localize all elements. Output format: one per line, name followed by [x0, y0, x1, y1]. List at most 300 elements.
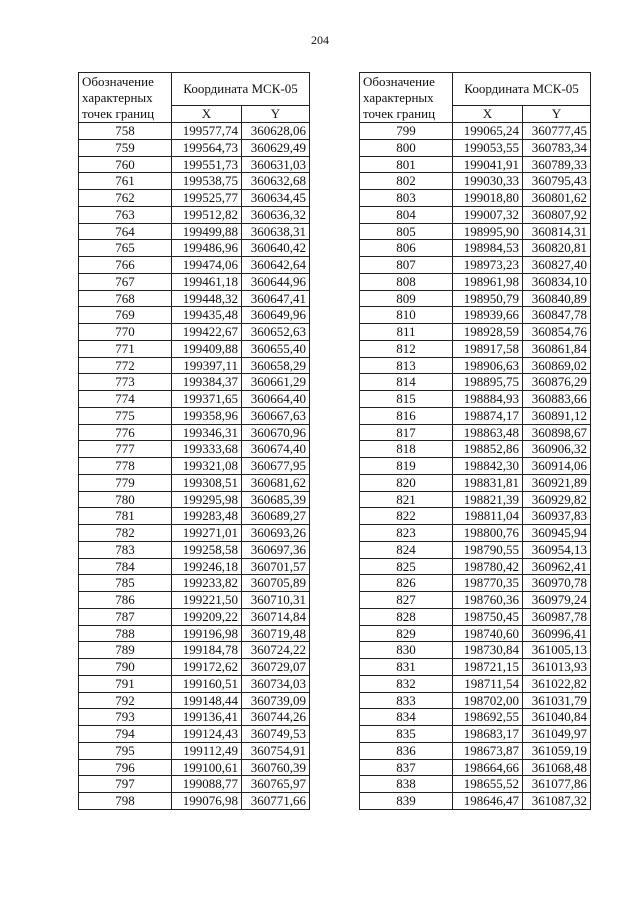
x-coordinate-cell: 198711,54 [453, 675, 523, 692]
y-coordinate-cell: 360710,31 [242, 592, 310, 609]
x-coordinate-cell: 199233,82 [172, 575, 242, 592]
table-row [79, 525, 310, 542]
table-row [360, 541, 591, 558]
table-row [79, 357, 310, 374]
y-coordinate-cell: 360667,63 [242, 407, 310, 424]
y-coordinate-cell: 360749,53 [242, 726, 310, 743]
x-coordinate-cell: 199474,06 [172, 257, 242, 274]
point-number-cell: 780 [79, 491, 172, 508]
table-row [360, 190, 591, 207]
point-number-cell: 821 [360, 491, 453, 508]
y-coordinate-cell: 360807,92 [523, 206, 591, 223]
y-coordinate-cell: 360670,96 [242, 424, 310, 441]
header-coordinate-group: Координата МСК-05 [172, 73, 310, 106]
y-coordinate-cell: 360883,66 [523, 391, 591, 408]
x-coordinate-cell: 198950,79 [453, 290, 523, 307]
x-coordinate-cell: 198750,45 [453, 608, 523, 625]
point-number-cell: 816 [360, 407, 453, 424]
table-row [360, 726, 591, 743]
y-coordinate-cell: 360744,26 [242, 709, 310, 726]
x-coordinate-cell: 198702,00 [453, 692, 523, 709]
header-coordinate-group: Координата МСК-05 [453, 73, 591, 106]
x-coordinate-cell: 198895,75 [453, 374, 523, 391]
x-coordinate-cell: 199018,80 [453, 190, 523, 207]
header-x: X [172, 106, 242, 123]
x-coordinate-cell: 199358,96 [172, 407, 242, 424]
point-number-cell: 758 [79, 123, 172, 140]
point-number-cell: 803 [360, 190, 453, 207]
table-row [79, 139, 310, 156]
table-row [360, 357, 591, 374]
table-row [360, 424, 591, 441]
y-coordinate-cell: 360649,96 [242, 307, 310, 324]
point-number-cell: 836 [360, 742, 453, 759]
x-coordinate-cell: 198683,17 [453, 726, 523, 743]
x-coordinate-cell: 199308,51 [172, 474, 242, 491]
y-coordinate-cell: 360632,68 [242, 173, 310, 190]
y-coordinate-cell: 360876,29 [523, 374, 591, 391]
table-row [360, 223, 591, 240]
point-number-cell: 785 [79, 575, 172, 592]
point-number-cell: 773 [79, 374, 172, 391]
y-coordinate-cell: 360979,24 [523, 592, 591, 609]
point-number-cell: 760 [79, 156, 172, 173]
point-number-cell: 835 [360, 726, 453, 743]
table-row [79, 759, 310, 776]
x-coordinate-cell: 198673,87 [453, 742, 523, 759]
table-row [79, 190, 310, 207]
y-coordinate-cell: 360760,39 [242, 759, 310, 776]
point-number-cell: 808 [360, 273, 453, 290]
table-row [360, 525, 591, 542]
table-row [79, 776, 310, 793]
x-coordinate-cell: 199409,88 [172, 340, 242, 357]
y-coordinate-cell: 360661,29 [242, 374, 310, 391]
point-number-cell: 771 [79, 340, 172, 357]
table-row [79, 206, 310, 223]
header-point-label: Обозначение характерных точек границ [79, 73, 172, 123]
point-number-cell: 762 [79, 190, 172, 207]
table-row [360, 257, 591, 274]
point-number-cell: 774 [79, 391, 172, 408]
y-coordinate-cell: 360814,31 [523, 223, 591, 240]
point-number-cell: 767 [79, 273, 172, 290]
table-row [360, 340, 591, 357]
point-number-cell: 824 [360, 541, 453, 558]
y-coordinate-cell: 360693,26 [242, 525, 310, 542]
point-number-cell: 778 [79, 458, 172, 475]
x-coordinate-cell: 198780,42 [453, 558, 523, 575]
y-coordinate-cell: 360681,62 [242, 474, 310, 491]
y-coordinate-cell: 360789,33 [523, 156, 591, 173]
table-row [360, 139, 591, 156]
y-coordinate-cell: 360891,12 [523, 407, 591, 424]
y-coordinate-cell: 360754,91 [242, 742, 310, 759]
table-row [79, 223, 310, 240]
x-coordinate-cell: 198800,76 [453, 525, 523, 542]
point-number-cell: 812 [360, 340, 453, 357]
point-number-cell: 769 [79, 307, 172, 324]
x-coordinate-cell: 199076,98 [172, 793, 242, 810]
y-coordinate-cell: 361059,19 [523, 742, 591, 759]
x-coordinate-cell: 199384,37 [172, 374, 242, 391]
point-number-cell: 822 [360, 508, 453, 525]
y-coordinate-cell: 360701,57 [242, 558, 310, 575]
x-coordinate-cell: 198995,90 [453, 223, 523, 240]
y-coordinate-cell: 360914,06 [523, 458, 591, 475]
x-coordinate-cell: 199221,50 [172, 592, 242, 609]
x-coordinate-cell: 199088,77 [172, 776, 242, 793]
point-number-cell: 770 [79, 324, 172, 341]
y-coordinate-cell: 360898,67 [523, 424, 591, 441]
point-number-cell: 794 [79, 726, 172, 743]
point-number-cell: 783 [79, 541, 172, 558]
point-number-cell: 761 [79, 173, 172, 190]
point-number-cell: 818 [360, 441, 453, 458]
x-coordinate-cell: 199160,51 [172, 675, 242, 692]
y-coordinate-cell: 360647,41 [242, 290, 310, 307]
point-number-cell: 838 [360, 776, 453, 793]
x-coordinate-cell: 198760,36 [453, 592, 523, 609]
x-coordinate-cell: 199371,65 [172, 391, 242, 408]
point-number-cell: 825 [360, 558, 453, 575]
point-number-cell: 796 [79, 759, 172, 776]
x-coordinate-cell: 198984,53 [453, 240, 523, 257]
x-coordinate-cell: 198863,48 [453, 424, 523, 441]
y-coordinate-cell: 361087,32 [523, 793, 591, 810]
y-coordinate-cell: 360638,31 [242, 223, 310, 240]
table-row [360, 742, 591, 759]
x-coordinate-cell: 198831,81 [453, 474, 523, 491]
y-coordinate-cell: 360921,89 [523, 474, 591, 491]
y-coordinate-cell: 360734,03 [242, 675, 310, 692]
y-coordinate-cell: 360827,40 [523, 257, 591, 274]
table-row [360, 206, 591, 223]
x-coordinate-cell: 199007,32 [453, 206, 523, 223]
table-row [360, 575, 591, 592]
table-row [79, 508, 310, 525]
y-coordinate-cell: 360705,89 [242, 575, 310, 592]
y-coordinate-cell: 360640,42 [242, 240, 310, 257]
table-row [360, 659, 591, 676]
x-coordinate-cell: 198884,93 [453, 391, 523, 408]
x-coordinate-cell: 199246,18 [172, 558, 242, 575]
point-number-cell: 833 [360, 692, 453, 709]
table-row [360, 776, 591, 793]
coordinates-table-left [78, 72, 310, 810]
x-coordinate-cell: 198811,04 [453, 508, 523, 525]
y-coordinate-cell: 360987,78 [523, 608, 591, 625]
table-row [79, 575, 310, 592]
point-number-cell: 806 [360, 240, 453, 257]
y-coordinate-cell: 361068,48 [523, 759, 591, 776]
point-number-cell: 799 [360, 123, 453, 140]
point-number-cell: 826 [360, 575, 453, 592]
x-coordinate-cell: 199041,91 [453, 156, 523, 173]
point-number-cell: 784 [79, 558, 172, 575]
y-coordinate-cell: 361049,97 [523, 726, 591, 743]
table-row [79, 625, 310, 642]
table-row [360, 123, 591, 140]
table-row [79, 541, 310, 558]
table-row [79, 474, 310, 491]
point-number-cell: 777 [79, 441, 172, 458]
y-coordinate-cell: 360636,32 [242, 206, 310, 223]
y-coordinate-cell: 361031,79 [523, 692, 591, 709]
table-row [79, 675, 310, 692]
x-coordinate-cell: 198740,60 [453, 625, 523, 642]
table-row [360, 793, 591, 810]
point-number-cell: 830 [360, 642, 453, 659]
table-row [360, 307, 591, 324]
page-number: 204 [311, 33, 329, 47]
y-coordinate-cell: 360937,83 [523, 508, 591, 525]
point-number-cell: 839 [360, 793, 453, 810]
point-number-cell: 789 [79, 642, 172, 659]
point-number-cell: 800 [360, 139, 453, 156]
point-number-cell: 788 [79, 625, 172, 642]
point-number-cell: 776 [79, 424, 172, 441]
y-coordinate-cell: 361005,13 [523, 642, 591, 659]
point-number-cell: 765 [79, 240, 172, 257]
table-row [360, 625, 591, 642]
x-coordinate-cell: 199321,08 [172, 458, 242, 475]
y-coordinate-cell: 360954,13 [523, 541, 591, 558]
point-number-cell: 810 [360, 307, 453, 324]
table-row [360, 458, 591, 475]
x-coordinate-cell: 199283,48 [172, 508, 242, 525]
x-coordinate-cell: 198770,35 [453, 575, 523, 592]
x-coordinate-cell: 199271,01 [172, 525, 242, 542]
point-number-cell: 782 [79, 525, 172, 542]
x-coordinate-cell: 199053,55 [453, 139, 523, 156]
table-row [360, 374, 591, 391]
point-number-cell: 804 [360, 206, 453, 223]
y-coordinate-cell: 361022,82 [523, 675, 591, 692]
table-row [79, 441, 310, 458]
x-coordinate-cell: 199295,98 [172, 491, 242, 508]
y-coordinate-cell: 360697,36 [242, 541, 310, 558]
table-row [360, 324, 591, 341]
point-number-cell: 797 [79, 776, 172, 793]
y-coordinate-cell: 360655,40 [242, 340, 310, 357]
table-row [79, 692, 310, 709]
y-coordinate-cell: 360834,10 [523, 273, 591, 290]
x-coordinate-cell: 199346,31 [172, 424, 242, 441]
table-row [79, 793, 310, 810]
table-row [79, 374, 310, 391]
x-coordinate-cell: 199065,24 [453, 123, 523, 140]
y-coordinate-cell: 361077,86 [523, 776, 591, 793]
point-number-cell: 764 [79, 223, 172, 240]
table-row [360, 240, 591, 257]
table-row [360, 474, 591, 491]
x-coordinate-cell: 198821,39 [453, 491, 523, 508]
table-row [360, 608, 591, 625]
table-row [79, 424, 310, 441]
point-number-cell: 805 [360, 223, 453, 240]
point-number-cell: 820 [360, 474, 453, 491]
y-coordinate-cell: 360929,82 [523, 491, 591, 508]
y-coordinate-cell: 360861,84 [523, 340, 591, 357]
x-coordinate-cell: 198852,86 [453, 441, 523, 458]
table-row [79, 558, 310, 575]
point-number-cell: 768 [79, 290, 172, 307]
table-row [360, 508, 591, 525]
coordinates-table-right [359, 72, 591, 810]
table-row [360, 592, 591, 609]
point-number-cell: 827 [360, 592, 453, 609]
x-coordinate-cell: 198906,63 [453, 357, 523, 374]
y-coordinate-cell: 360771,66 [242, 793, 310, 810]
y-coordinate-cell: 360629,49 [242, 139, 310, 156]
x-coordinate-cell: 199422,67 [172, 324, 242, 341]
x-coordinate-cell: 199258,58 [172, 541, 242, 558]
table-row [79, 273, 310, 290]
table-body-left [79, 123, 310, 810]
table-row [79, 726, 310, 743]
x-coordinate-cell: 198730,84 [453, 642, 523, 659]
x-coordinate-cell: 199196,98 [172, 625, 242, 642]
point-number-cell: 798 [79, 793, 172, 810]
table-row [79, 123, 310, 140]
point-number-cell: 815 [360, 391, 453, 408]
y-coordinate-cell: 360765,97 [242, 776, 310, 793]
header-x: X [453, 106, 523, 123]
x-coordinate-cell: 198961,98 [453, 273, 523, 290]
y-coordinate-cell: 360689,27 [242, 508, 310, 525]
table-row [79, 659, 310, 676]
x-coordinate-cell: 199525,77 [172, 190, 242, 207]
table-row [79, 173, 310, 190]
point-number-cell: 781 [79, 508, 172, 525]
y-coordinate-cell: 360634,45 [242, 190, 310, 207]
table-row [79, 324, 310, 341]
x-coordinate-cell: 199564,73 [172, 139, 242, 156]
x-coordinate-cell: 198646,47 [453, 793, 523, 810]
table-row [79, 742, 310, 759]
x-coordinate-cell: 198655,52 [453, 776, 523, 793]
x-coordinate-cell: 199512,82 [172, 206, 242, 223]
table-row [360, 675, 591, 692]
x-coordinate-cell: 198721,15 [453, 659, 523, 676]
x-coordinate-cell: 198973,23 [453, 257, 523, 274]
table-row [79, 592, 310, 609]
point-number-cell: 775 [79, 407, 172, 424]
y-coordinate-cell: 360677,95 [242, 458, 310, 475]
x-coordinate-cell: 199209,22 [172, 608, 242, 625]
x-coordinate-cell: 199551,73 [172, 156, 242, 173]
y-coordinate-cell: 360724,22 [242, 642, 310, 659]
y-coordinate-cell: 360795,43 [523, 173, 591, 190]
table-body-right [360, 123, 591, 810]
y-coordinate-cell: 360869,02 [523, 357, 591, 374]
table-row [79, 240, 310, 257]
x-coordinate-cell: 199448,32 [172, 290, 242, 307]
point-number-cell: 807 [360, 257, 453, 274]
table-row [360, 441, 591, 458]
point-number-cell: 779 [79, 474, 172, 491]
point-number-cell: 809 [360, 290, 453, 307]
x-coordinate-cell: 198874,17 [453, 407, 523, 424]
table-row [79, 257, 310, 274]
y-coordinate-cell: 360783,34 [523, 139, 591, 156]
table-row [79, 642, 310, 659]
y-coordinate-cell: 360847,78 [523, 307, 591, 324]
point-number-cell: 759 [79, 139, 172, 156]
point-number-cell: 802 [360, 173, 453, 190]
header-point-label: Обозначение характерных точек границ [360, 73, 453, 123]
x-coordinate-cell: 198939,66 [453, 307, 523, 324]
point-number-cell: 795 [79, 742, 172, 759]
y-coordinate-cell: 360628,06 [242, 123, 310, 140]
table-row [79, 307, 310, 324]
y-coordinate-cell: 360685,39 [242, 491, 310, 508]
table-row [360, 709, 591, 726]
y-coordinate-cell: 360658,29 [242, 357, 310, 374]
y-coordinate-cell: 360719,48 [242, 625, 310, 642]
y-coordinate-cell: 360631,03 [242, 156, 310, 173]
table-row [79, 156, 310, 173]
point-number-cell: 791 [79, 675, 172, 692]
y-coordinate-cell: 360906,32 [523, 441, 591, 458]
point-number-cell: 819 [360, 458, 453, 475]
x-coordinate-cell: 199397,11 [172, 357, 242, 374]
y-coordinate-cell: 360642,64 [242, 257, 310, 274]
point-number-cell: 763 [79, 206, 172, 223]
table-row [79, 290, 310, 307]
point-number-cell: 787 [79, 608, 172, 625]
x-coordinate-cell: 199184,78 [172, 642, 242, 659]
point-number-cell: 801 [360, 156, 453, 173]
x-coordinate-cell: 199148,44 [172, 692, 242, 709]
x-coordinate-cell: 199030,33 [453, 173, 523, 190]
point-number-cell: 823 [360, 525, 453, 542]
table-row [360, 558, 591, 575]
point-number-cell: 831 [360, 659, 453, 676]
table-row [360, 391, 591, 408]
table-row [360, 759, 591, 776]
point-number-cell: 817 [360, 424, 453, 441]
table-row [360, 642, 591, 659]
table-row [79, 407, 310, 424]
table-row [360, 692, 591, 709]
y-coordinate-cell: 360962,41 [523, 558, 591, 575]
point-number-cell: 790 [79, 659, 172, 676]
table-row [79, 458, 310, 475]
header-y: Y [242, 106, 310, 123]
y-coordinate-cell: 360945,94 [523, 525, 591, 542]
table-row [360, 491, 591, 508]
header-y: Y [523, 106, 591, 123]
point-number-cell: 828 [360, 608, 453, 625]
y-coordinate-cell: 360729,07 [242, 659, 310, 676]
y-coordinate-cell: 361013,93 [523, 659, 591, 676]
y-coordinate-cell: 360777,45 [523, 123, 591, 140]
y-coordinate-cell: 360652,63 [242, 324, 310, 341]
y-coordinate-cell: 360820,81 [523, 240, 591, 257]
table-row [360, 290, 591, 307]
x-coordinate-cell: 198664,66 [453, 759, 523, 776]
x-coordinate-cell: 199100,61 [172, 759, 242, 776]
x-coordinate-cell: 199136,41 [172, 709, 242, 726]
point-number-cell: 814 [360, 374, 453, 391]
y-coordinate-cell: 360644,96 [242, 273, 310, 290]
table-row [79, 491, 310, 508]
table-row [360, 273, 591, 290]
y-coordinate-cell: 360664,40 [242, 391, 310, 408]
point-number-cell: 786 [79, 592, 172, 609]
